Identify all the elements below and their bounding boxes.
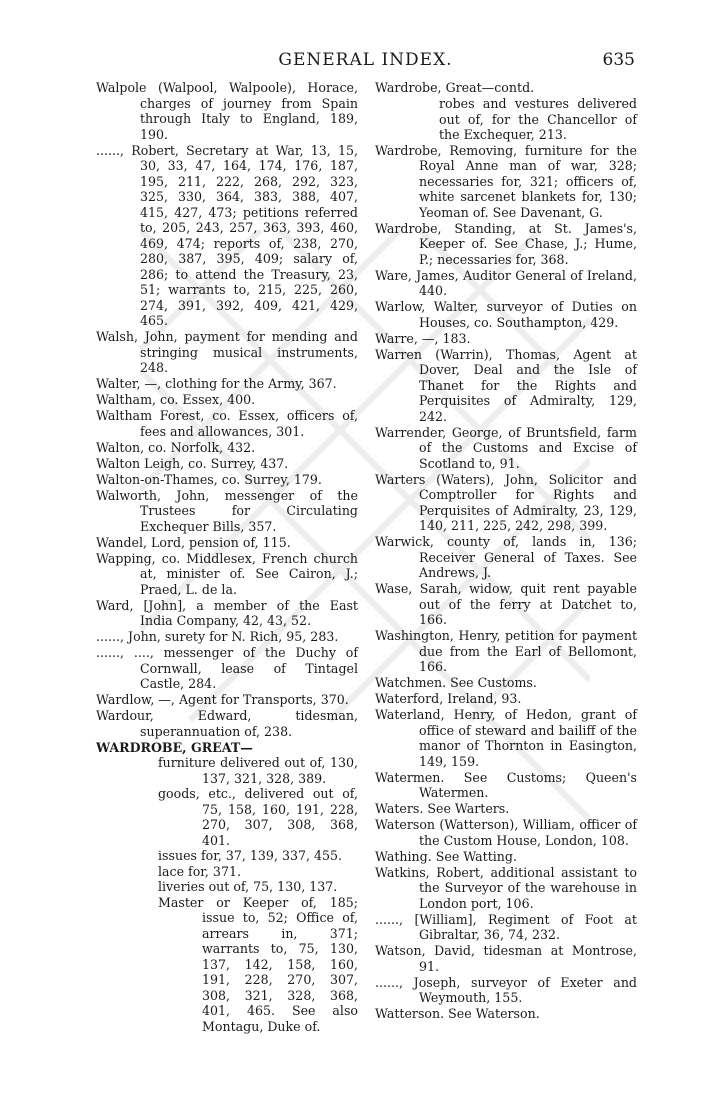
index-entry: ......, Joseph, surveyor of Exeter and Weymouth, 155. bbox=[375, 974, 637, 1005]
index-subentry: Master or Keeper of, 185; issue to, 52; Office of, arrears in, 371; warrants to, 75, 130, 137, 142, 158, 160, 191, 228, 270, 307, 308, 321, 328, 368, 401, 465. See also Montagu, Duke of. bbox=[158, 894, 358, 1034]
index-entry: ......, [William], Regiment of Foot at Gibraltar, 36, 74, 232. bbox=[375, 911, 637, 942]
index-entry: Waterford, Ireland, 93. bbox=[375, 691, 522, 706]
index-entry: Warters (Waters), John, Solicitor and Comptroller for Rights and Perquisites of Admiralty, 23, 129, 140, 211, 225, 242, 298, 399. bbox=[375, 471, 637, 533]
index-entry: Wardrobe, Great—contd. bbox=[375, 80, 535, 95]
index-entry: Wandel, Lord, pension of, 115. bbox=[96, 534, 291, 550]
index-entry: Watson, David, tidesman at Montrose, 91. bbox=[375, 943, 637, 974]
index-entry: Waterson (Watterson), William, officer of the Custom House, London, 108. bbox=[375, 817, 637, 848]
index-subentry: goods, etc., delivered out of, 75, 158, 160, 191, 228, 270, 307, 308, 368, 401. bbox=[158, 786, 358, 848]
right-column bbox=[375, 80, 637, 1022]
index-entry: Watchmen. See Customs. bbox=[375, 675, 537, 690]
index-entry: Ward, [John], a member of the East India Company, 42, 43, 52. bbox=[96, 597, 358, 628]
index-entry: Watermen. See Customs; Queen's Watermen. bbox=[375, 769, 637, 800]
index-entry: Warlow, Walter, surveyor of Duties on Houses, co. Southampton, 429. bbox=[375, 299, 637, 330]
index-entry: Wardrobe, Standing, at St. James's, Keeper of. See Chase, J.; Hume, P.; necessaries for, 368. bbox=[375, 220, 637, 267]
index-entry: Warwick, county of, lands in, 136; Receiver General of Taxes. See Andrews, J. bbox=[375, 534, 637, 580]
index-entry: Waterland, Henry, of Hedon, grant of office of steward and bailiff of the manor of Thornton in Easington, 149, 159. bbox=[375, 707, 637, 769]
index-entry: Wase, Sarah, widow, quit rent payable out of the ferry at Datchet to, 166. bbox=[375, 581, 637, 627]
index-entry: Wardrobe, Removing, furniture for the Royal Anne man of war, 328; necessaries for, 321; officers of, white sarcenet blankets for, 130; Yeoman of. See Davenant, G. bbox=[375, 142, 637, 220]
index-entry: ......, Robert, Secretary at War, 13, 15, 30, 33, 47, 164, 174, 176, 187, 195, 211, 222, 268, 292, 323, 325, 330, 364, 383, 388, 407, 415, 427, 473; petitions referred to, 205, 243, 257, 363, 393, 460, 469, 474; reports of, 238, 270, 280, 387, 395, 409; salary of, 286; to attend the Treasury, 23, 51; warrants to, 215, 225, 260, 274, 391, 392, 409, 421, 429, 465. bbox=[96, 142, 358, 328]
index-entry: ......, John, surety for N. Rich, 95, 283. bbox=[96, 629, 339, 644]
index-entry: Walter, —, clothing for the Army, 367. bbox=[96, 376, 337, 391]
index-entry: Wapping, co. Middlesex, French church at, minister of. See Cairon, J.; Praed, L. de la. bbox=[96, 550, 358, 597]
index-entry: Walton Leigh, co. Surrey, 437. bbox=[96, 455, 289, 471]
index-entry: Watterson. See Waterson. bbox=[375, 1006, 540, 1021]
index-entry: Warrender, George, of Bruntsfield, farm of the Customs and Excise of Scotland to, 91. bbox=[375, 424, 637, 471]
index-entry: Washington, Henry, petition for payment due from the Earl of Bellomont, 166. bbox=[375, 628, 637, 674]
index-entry: Waltham, co. Essex, 400. bbox=[96, 392, 256, 407]
index-entry: Waters. See Warters. bbox=[375, 801, 510, 816]
index-subentry: liveries out of, 75, 130, 137. bbox=[158, 879, 338, 894]
index-entry: Wardour, Edward, tidesman, superannuation of, 238. bbox=[96, 708, 358, 739]
index-entry: Walworth, John, messenger of the Trustees for Circulating Exchequer Bills, 357. bbox=[96, 487, 358, 534]
index-subentry: robes and vestures delivered out of, for the Chancellor of the Exchequer, 213. bbox=[439, 96, 637, 142]
section-heading: WARDROBE, GREAT— bbox=[96, 739, 253, 755]
index-entry: ......, ...., messenger of the Duchy of Cornwall, lease of Tintagel Castle, 284. bbox=[96, 645, 358, 691]
index-entry: Ware, James, Auditor General of Ireland, 440. bbox=[375, 267, 637, 298]
index-subentry: furniture delivered out of, 130, 137, 321, 328, 389. bbox=[158, 755, 358, 786]
page-header bbox=[96, 50, 635, 76]
index-entry: Warre, —, 183. bbox=[375, 330, 471, 346]
index-entry: Watkins, Robert, additional assistant to the Surveyor of the warehouse in London port, 106. bbox=[375, 864, 637, 911]
index-entry: Walton-on-Thames, co. Surrey, 179. bbox=[96, 471, 322, 487]
left-column bbox=[96, 80, 358, 1034]
index-entry: Wathing. See Watting. bbox=[375, 848, 517, 864]
page-number: 635 bbox=[602, 50, 635, 70]
index-entry: Waltham Forest, co. Essex, officers of, fees and allowances, 301. bbox=[96, 408, 358, 439]
index-entry: Walpole (Walpool, Walpoole), Horace, charges of journey from Spain through Italy to England, 189, 190. bbox=[96, 80, 358, 142]
index-subentry: issues for, 37, 139, 337, 455. bbox=[158, 848, 343, 863]
index-subentry: lace for, 371. bbox=[158, 863, 241, 879]
index-entry: Walton, co. Norfolk, 432. bbox=[96, 439, 256, 455]
index-entry: Warren (Warrin), Thomas, Agent at Dover, Deal and the Isle of Thanet for the Rights and Perquisites of Admiralty, 129, 242. bbox=[375, 346, 637, 424]
index-entry: Walsh, John, payment for mending and stringing musical instruments, 248. bbox=[96, 329, 358, 375]
page-title: GENERAL INDEX. bbox=[278, 50, 453, 70]
index-entry: Wardlow, —, Agent for Transports, 370. bbox=[96, 692, 349, 707]
